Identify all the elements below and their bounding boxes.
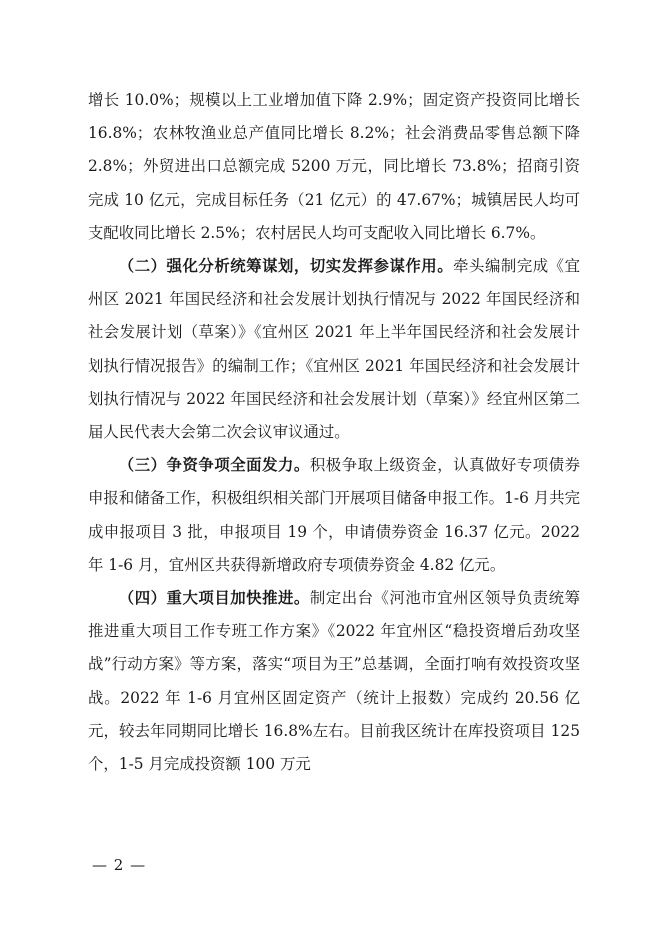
paragraph-text: 积极争取上级资金，认真做好专项债券申报和储备工作，积极组织相关部门开展项目储备申报工作。1-6 月共完成申报项目 3 批，申报项目 19 个，申请债券资金 16.37 亿元。2022 年 1-6 月，宜州区共获得新增政府专项债券资金 4.82 亿元。: [88, 456, 580, 574]
paragraph-text: 牵头编制完成《宜州区 2021 年国民经济和社会发展计划执行情况与 2022 年国民经济和社会发展计划（草案）》《宜州区 2021 年上半年国民经济和社会发展计划执行情况报告》的编制工作；《宜州区 2021 年国民经济和社会发展计划执行情况与 2022 年国民经济和社会发展计划（草案）》经宜州区第二届人民代表大会第二次会议审议通过。: [88, 257, 580, 442]
paragraph-analysis-planning: [88, 250, 580, 449]
page-number: — 2 —: [92, 856, 147, 874]
section-heading-3: （三）争资争项全面发力。: [118, 456, 310, 475]
section-heading-4: （四）重大项目加快推进。: [118, 589, 310, 608]
paragraph-text: 制定出台《河池市宜州区领导负责统筹推进重大项目工作专班工作方案》《2022 年宜州区“稳投资增后劲攻坚战”行动方案》等方案，落实“项目为王”总基调，全面打响有效投资攻坚战。2022 年 1-6 月宜州区固定资产（统计上报数）完成约 20.56 亿元，较去年同期同比增长 16.8%左右。目前我区统计在库投资项目 125 个，1-5 月完成投资额 100 万元: [88, 589, 580, 774]
paragraph-text: 增长 10.0%；规模以上工业增加值下降 2.9%；固定资产投资同比增长 16.8%；农林牧渔业总产值同比增长 8.2%；社会消费品零售总额下降 2.8%；外贸进出口总额完成 5200 万元，同比增长 73.8%；招商引资完成 10 亿元，完成目标任务（21 亿元）的 47.67%；城镇居民人均可支配收同比增长 2.5%；农村居民人均可支配收入同比增长 6.7%。: [88, 91, 580, 242]
section-heading-2: （二）强化分析统筹谋划，切实发挥参谋作用。: [118, 257, 454, 276]
paragraph-funding-projects: [88, 449, 580, 582]
paragraph-major-projects: [88, 582, 580, 781]
paragraph-statistics: [88, 84, 580, 250]
document-body: [88, 84, 580, 781]
